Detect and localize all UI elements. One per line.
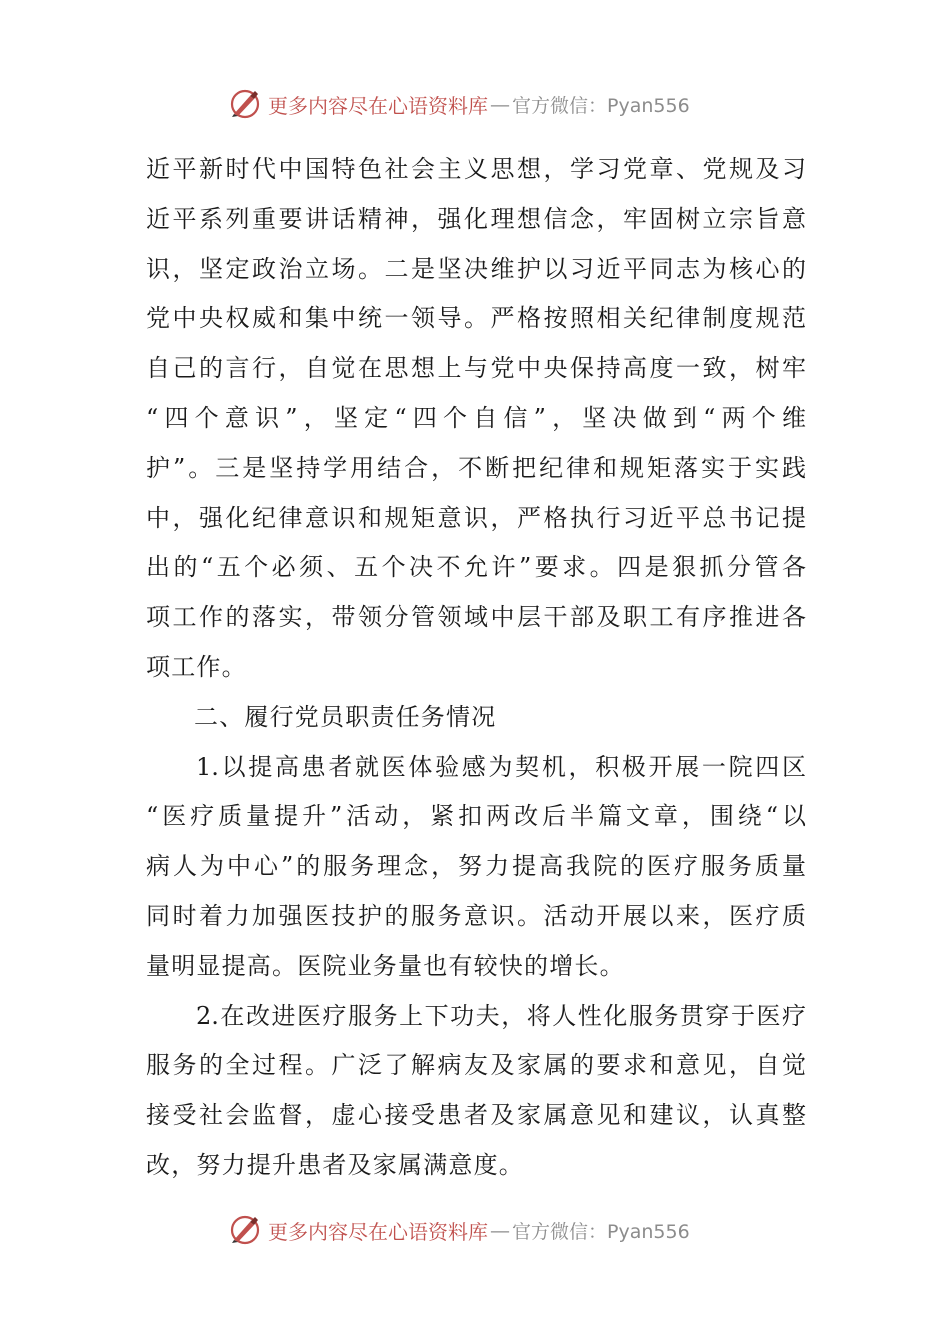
text-line: 量明显提高。医院业务量也有较快的增长。 [146,951,625,980]
text-line: 同时着力加强医技护的服务意识。活动开展以来，医疗质 [146,901,806,930]
pen-logo-icon [228,1213,262,1247]
contact-text: 官方微信：Pyan556 [512,94,690,117]
pen-logo-icon [228,87,262,121]
text-line: 项工作的落实，带领分管领域中层干部及职工有序推进各 [146,603,806,632]
text-line: 近平新时代中国特色社会主义思想，学习党章、党规及习 [146,155,806,183]
footer-watermark [228,1210,690,1250]
text-line: 识，坚定政治立场。二是坚决维护以习近平同志为核心的 [146,254,806,283]
document-body [146,145,806,1191]
text-line: 1.以提高患者就医体验感为契机，积极开展一院四区 [196,752,806,781]
text-line: “医疗质量提升”活动，紧扣两改后半篇文章，围绕“以 [146,802,806,831]
text-line: 接受社会监督，虚心接受患者及家属意见和建议，认真整 [146,1101,806,1130]
header-watermark [228,84,690,124]
text-line: “四个意识”，坚定“四个自信”，坚决做到“两个维 [146,403,806,432]
separator-dash: — [490,92,510,116]
text-line: 党中央权威和集中统一领导。严格按照相关纪律制度规范 [146,304,806,333]
text-line: 出的“五个必须、五个决不允许”要求。四是狠抓分管各 [146,553,806,582]
text-line: 2.在改进医疗服务上下功夫，将人性化服务贯穿于医疗 [196,1001,806,1030]
text-line: 中，强化纪律意识和规矩意识，严格执行习近平总书记提 [146,503,806,532]
brand-text: 更多内容尽在心语资料库 [268,93,488,118]
text-line: 改，努力提升患者及家属满意度。 [146,1150,524,1179]
separator-dash: — [490,1218,510,1242]
text-line: 项工作。 [146,652,247,681]
text-line: 服务的全过程。广泛了解病友及家属的要求和意见，自觉 [146,1051,806,1080]
text-line: 护”。三是坚持学用结合，不断把纪律和规矩落实于实践 [146,453,806,482]
text-line: 近平系列重要讲话精神，强化理想信念，牢固树立宗旨意 [146,204,806,233]
contact-text: 官方微信：Pyan556 [512,1220,690,1243]
text-line: 病人为中心”的服务理念，努力提高我院的医疗服务质量 [146,852,806,881]
section-heading: 二、履行党员职责任务情况 [194,702,497,731]
brand-text: 更多内容尽在心语资料库 [268,1219,488,1244]
text-line: 自己的言行，自觉在思想上与党中央保持高度一致，树牢 [146,354,806,383]
